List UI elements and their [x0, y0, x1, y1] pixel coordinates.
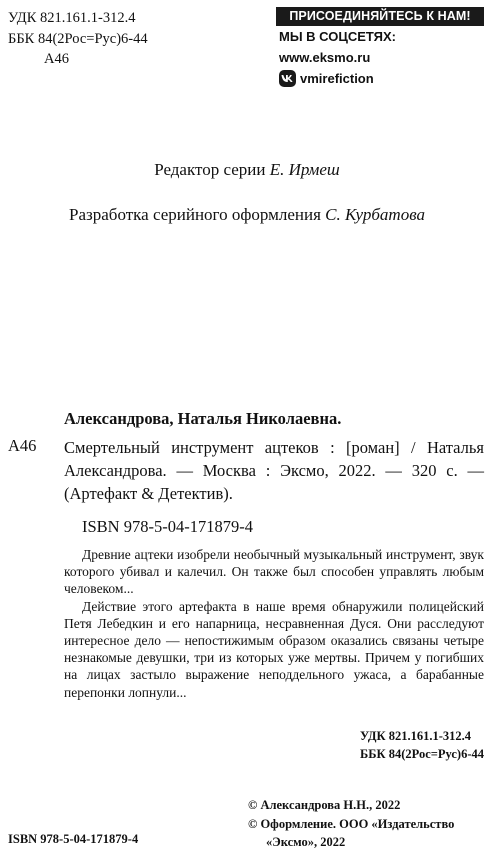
social-subtitle: МЫ В СОЦСЕТЯХ:: [279, 29, 397, 44]
footer-bbk: ББК 84(2Рос=Рус)6-44: [360, 747, 484, 761]
isbn-bottom: ISBN 978-5-04-171879-4: [8, 832, 139, 846]
copyright-design: © Оформление. ООО «Издательство: [248, 816, 455, 831]
series-design-line: [0, 205, 494, 225]
copyright-author: © Александрова Н.Н., 2022: [248, 798, 401, 812]
join-us-banner: ПРИСОЕДИНЯЙТЕСЬ К НАМ!: [276, 7, 484, 26]
bbk-code: ББК 84(2Рос=Рус)6-44: [8, 30, 148, 47]
copyright-publisher: «Эксмо», 2022: [266, 835, 346, 849]
social-block: [276, 7, 484, 89]
vk-handle: vmirefiction: [300, 71, 374, 86]
annotation-paragraph: Действие этого артефакта в наше время обнаружили полицейский Петя Лебедкин и его напарница, несравненная Дуся. Они расследуют интересное дело — непостижимым образом оказались связаны четыре незнакомые девушки, три из которых уже мертвы. Причем у погибших на лицах застыло выражение неподдельного ужаса, а барабанные перепонки лопнули...: [64, 598, 484, 700]
record-isbn: ISBN 978-5-04-171879-4: [82, 517, 253, 536]
series-design-name: С. Курбатова: [325, 205, 425, 224]
vk-icon: [279, 70, 296, 87]
series-design-label: Разработка серийного оформления: [69, 205, 321, 224]
annotation: [64, 546, 484, 701]
record-author: Александрова, Наталья Николаевна.: [64, 409, 342, 428]
series-editor-label: Редактор серии: [154, 160, 266, 179]
website-link[interactable]: www.eksmo.ru: [279, 50, 371, 65]
udk-code: УДК 821.161.1-312.4: [8, 10, 136, 26]
classification-block: [8, 8, 148, 70]
footer-codes: [360, 727, 484, 763]
footer-udk: УДК 821.161.1-312.4: [360, 729, 471, 743]
copyright-block: [248, 796, 484, 852]
annotation-paragraph: Древние ацтеки изобрели необычный музыкальный инструмент, звук которого убивал и калечил. Он также был способен управлять любым человеком...: [64, 547, 484, 597]
record-description: Смертельный инструмент ацтеков : [роман] / Наталья Александрова. — Москва : Эксмо, 2022. — 320 с. — (Артефакт & Детектив).: [64, 438, 484, 503]
vk-link[interactable]: [276, 68, 484, 89]
series-editor-name: Е. Ирмеш: [269, 160, 340, 179]
record-code: А46: [8, 436, 37, 455]
series-editor-line: [0, 160, 494, 180]
author-code: А46: [44, 51, 69, 67]
